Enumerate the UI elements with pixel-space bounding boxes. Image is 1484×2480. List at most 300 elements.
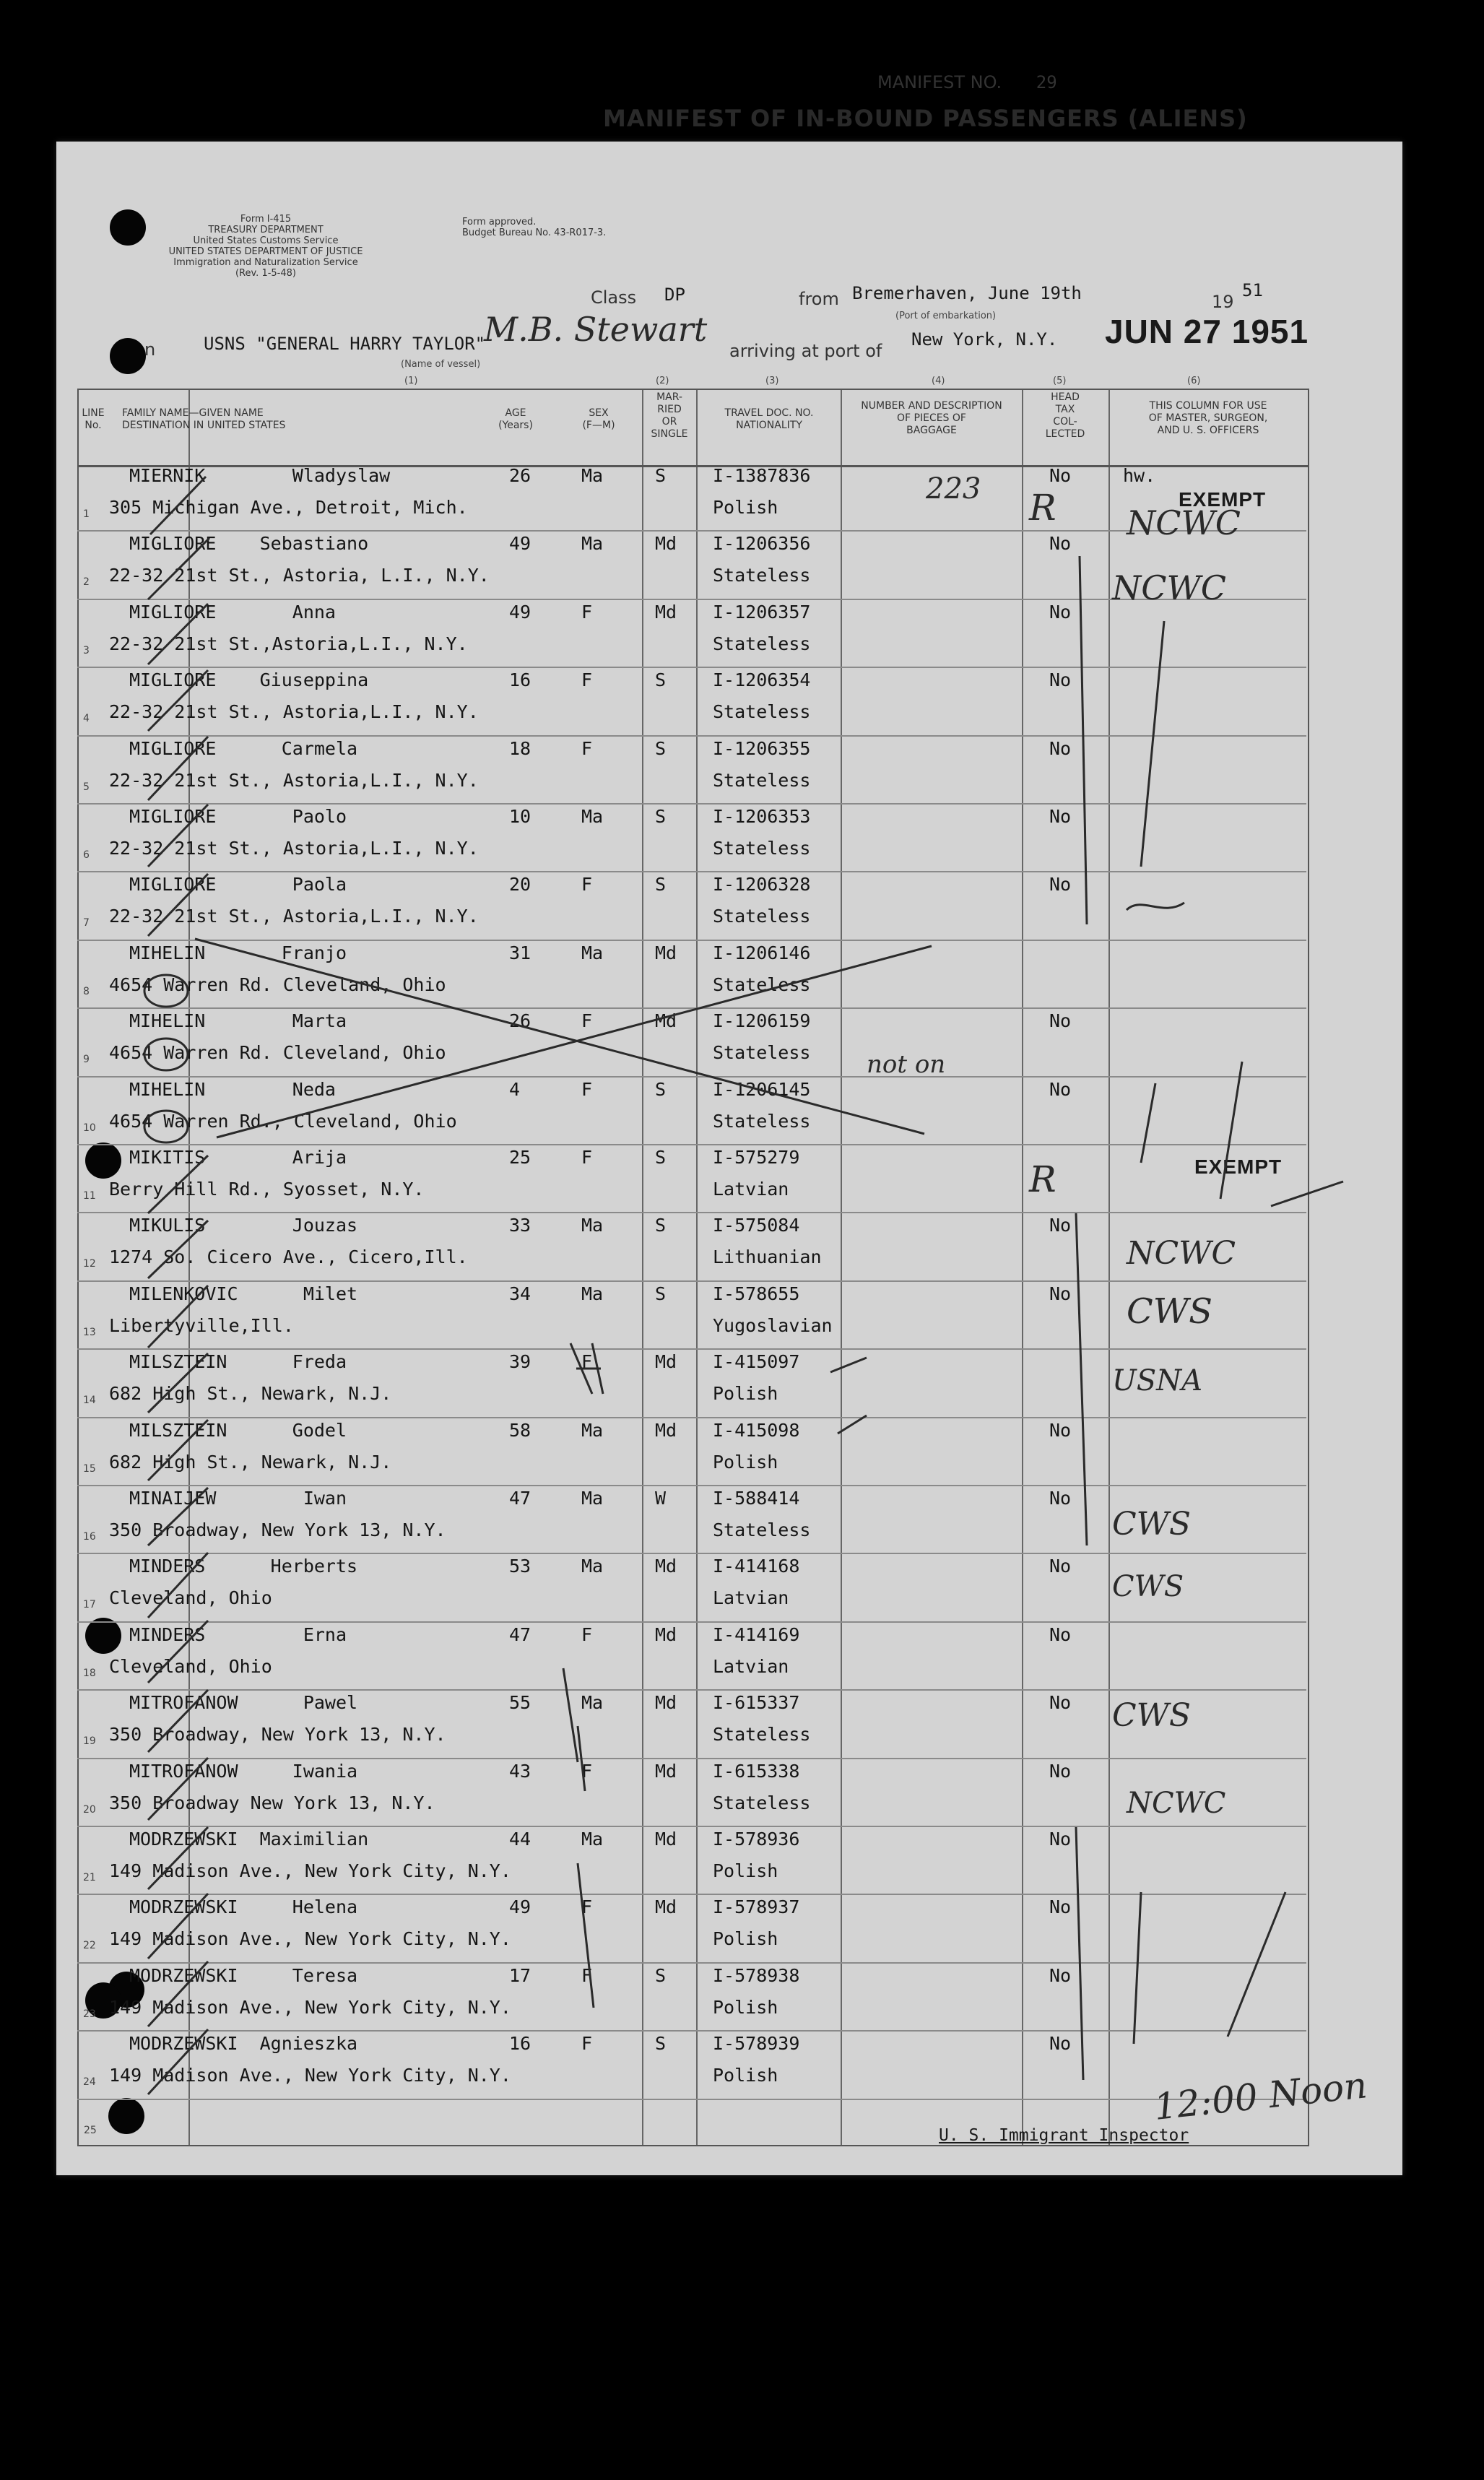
not-on-note: not on <box>867 1050 946 1079</box>
passenger-age: 16 <box>509 2033 531 2055</box>
nationality: Polish <box>713 497 778 518</box>
passenger-name: MIGLIORE Anna <box>129 601 336 623</box>
passenger-marital: Md <box>655 601 677 623</box>
passenger-age: 53 <box>509 1556 531 1577</box>
passenger-name: MODRZEWSKI Helena <box>129 1896 358 1918</box>
head-tax: No <box>1049 465 1072 486</box>
colnum-6: (6) <box>1187 376 1201 386</box>
passenger-name: MIERNIK Wladyslaw <box>129 465 391 486</box>
passenger-name: MINDERS Herberts <box>129 1556 358 1577</box>
head-tax: No <box>1049 1896 1072 1918</box>
destination-address: 350 Broadway, New York 13, N.Y. <box>109 1724 446 1746</box>
nationality: Latvian <box>713 1655 789 1677</box>
head-tax: No <box>1049 1283 1072 1304</box>
table-row <box>77 872 1306 940</box>
officer-note: hw. <box>1123 465 1156 486</box>
form-approval-block <box>462 217 650 238</box>
passenger-name: MIGLIORE Sebastiano <box>129 533 369 555</box>
table-row <box>77 1009 1306 1077</box>
passenger-sex: Ma <box>581 1419 604 1441</box>
nationality: Stateless <box>713 565 811 586</box>
table-row <box>77 1350 1306 1418</box>
col-sex: SEX (F—M) <box>582 407 615 431</box>
agency-treasury: TREASURY DEPARTMENT <box>208 225 324 235</box>
arrival-port: New York, N.Y. <box>911 329 1058 350</box>
passenger-age: 31 <box>509 942 531 963</box>
nationality: Stateless <box>713 701 811 723</box>
passenger-age: 33 <box>509 1215 531 1236</box>
passenger-age: 26 <box>509 465 531 486</box>
line-number: 8 <box>83 985 90 997</box>
travel-doc-no: I-615337 <box>713 1692 800 1714</box>
colnum-3: (3) <box>765 376 779 386</box>
head-tax: No <box>1049 874 1072 896</box>
table-row <box>77 1145 1306 1213</box>
passenger-age: 55 <box>509 1692 531 1714</box>
passenger-name: MIKULIS Jouzas <box>129 1215 358 1236</box>
destination-address: 350 Broadway, New York 13, N.Y. <box>109 1519 446 1540</box>
line-number: 23 <box>83 2008 96 2020</box>
line-number: 5 <box>83 781 90 793</box>
table-row <box>77 1486 1306 1554</box>
row-divider <box>77 2099 1306 2100</box>
travel-doc-no: I-414168 <box>713 1556 800 1577</box>
head-tax: No <box>1049 669 1072 691</box>
head-tax: No <box>1049 806 1072 827</box>
destination-address: 22-32 21st St., Astoria,L.I., N.Y. <box>109 838 479 859</box>
passenger-age: 58 <box>509 1419 531 1441</box>
passenger-sex: F <box>581 1623 593 1645</box>
passenger-sex: Ma <box>581 465 604 486</box>
travel-doc-no: I-578936 <box>713 1829 800 1850</box>
exempt-stamp: EXEMPT <box>1194 1156 1283 1178</box>
inspector-label: U. S. Immigrant Inspector <box>939 2126 1189 2145</box>
travel-doc-no: I-578937 <box>713 1896 800 1918</box>
time-note: 12:00 Noon <box>1152 2064 1369 2128</box>
passenger-marital: S <box>655 1215 667 1236</box>
passenger-name: MODRZEWSKI Agnieszka <box>129 2033 358 2055</box>
col-travel: TRAVEL DOC. NO. NATIONALITY <box>724 407 814 431</box>
travel-doc-no: I-578655 <box>713 1283 800 1304</box>
line-number: 6 <box>83 849 90 861</box>
passenger-marital: S <box>655 1964 667 1986</box>
passenger-sex: Ma <box>581 942 604 963</box>
line-number: 22 <box>83 1940 96 1952</box>
cws-note: CWS <box>1112 1506 1192 1543</box>
passenger-age: 16 <box>509 669 531 691</box>
nationality: Stateless <box>713 838 811 859</box>
passenger-age: 49 <box>509 1896 531 1918</box>
head-tax: No <box>1049 1623 1072 1645</box>
line-number: 10 <box>83 1122 96 1134</box>
year-value: 51 <box>1242 280 1263 300</box>
passenger-marital: Md <box>655 1351 677 1373</box>
line-number: 3 <box>83 644 90 656</box>
line-number: 17 <box>83 1599 96 1611</box>
passenger-age: 18 <box>509 737 531 759</box>
nationality: Lithuanian <box>713 1246 822 1268</box>
destination-address: 149 Madison Ave., New York City, N.Y. <box>109 2065 511 2086</box>
binder-hole <box>110 338 146 374</box>
ncwc-note: NCWC <box>1127 1787 1226 1820</box>
col-headtax: HEAD TAX COL- LECTED <box>1045 391 1085 440</box>
passenger-name: MODRZEWSKI Teresa <box>129 1964 358 1986</box>
r-mark: R <box>1029 1158 1056 1200</box>
passenger-marital: Md <box>655 1623 677 1645</box>
passenger-sex: F <box>581 1896 593 1918</box>
passenger-age: 44 <box>509 1829 531 1850</box>
passenger-name: MIKITIS Arija <box>129 1147 347 1168</box>
cws-note: CWS <box>1112 1697 1192 1734</box>
line-number: 19 <box>83 1735 96 1748</box>
travel-doc-no: I-1387836 <box>713 465 811 486</box>
agency-ins: Immigration and Naturalization Service <box>173 257 358 268</box>
destination-address: 4654 Warren Rd. Cleveland, Ohio <box>109 974 446 995</box>
head-tax: No <box>1049 737 1072 759</box>
passenger-sex: Ma <box>581 1829 604 1850</box>
col-age: AGE (Years) <box>498 407 533 431</box>
passenger-marital: Md <box>655 1829 677 1850</box>
nationality: Polish <box>713 1860 778 1881</box>
passenger-marital: Md <box>655 1896 677 1918</box>
passenger-sex: Ma <box>581 1692 604 1714</box>
passenger-marital: W <box>655 1488 667 1509</box>
embarkation-value: Bremerhaven, June 19th <box>852 283 1082 303</box>
from-label: from <box>799 289 839 309</box>
nationality: Latvian <box>713 1179 789 1200</box>
head-tax: No <box>1049 1488 1072 1509</box>
manifest-number-label: MANIFEST NO. <box>877 72 1002 92</box>
nationality: Latvian <box>713 1587 789 1609</box>
vessel-note: (Name of vessel) <box>401 359 481 370</box>
destination-address: 1274 So. Cicero Ave., Cicero,Ill. <box>109 1246 468 1268</box>
passenger-age: 49 <box>509 533 531 555</box>
passenger-marital: S <box>655 1283 667 1304</box>
page-title: MANIFEST OF IN-BOUND PASSENGERS (ALIENS) <box>603 105 1248 132</box>
nationality: Polish <box>713 2065 778 2086</box>
head-tax: No <box>1049 1692 1072 1714</box>
col-line: LINE No. <box>82 407 105 431</box>
manifest-number-value: 29 <box>1036 72 1057 92</box>
class-value: DP <box>664 285 685 305</box>
passenger-name: MILENKOVIC Milet <box>129 1283 358 1304</box>
travel-doc-no: I-1206146 <box>713 942 811 963</box>
passenger-age: 34 <box>509 1283 531 1304</box>
vessel-name: USNS "GENERAL HARRY TAYLOR" <box>204 334 486 354</box>
travel-doc-no: I-1206355 <box>713 737 811 759</box>
destination-address: 305 Michigan Ave., Detroit, Mich. <box>109 497 468 518</box>
passenger-sex: F <box>581 1964 593 1986</box>
passenger-name: MITROFANOW Iwania <box>129 1760 358 1782</box>
travel-doc-no: I-575279 <box>713 1147 800 1168</box>
passenger-sex: F <box>581 874 593 896</box>
passenger-name: MIHELIN Marta <box>129 1010 347 1032</box>
manifest-number <box>877 72 1057 92</box>
passenger-age: 20 <box>509 874 531 896</box>
destination-address: 4654 Warren Rd., Cleveland, Ohio <box>109 1110 457 1132</box>
passenger-sex: F <box>581 1147 593 1168</box>
line-number: 2 <box>83 576 90 589</box>
travel-doc-no: I-575084 <box>713 1215 800 1236</box>
passenger-age: 47 <box>509 1623 531 1645</box>
travel-doc-no: I-1206328 <box>713 874 811 896</box>
arrival-date-stamp: JUN 27 1951 <box>1105 313 1309 350</box>
form-number: Form I-415 <box>240 214 292 225</box>
line-number: 20 <box>83 1803 96 1816</box>
passenger-marital: S <box>655 737 667 759</box>
passenger-marital: S <box>655 806 667 827</box>
col-officers: THIS COLUMN FOR USE OF MASTER, SURGEON, AND U. S. OFFICERS <box>1148 400 1268 436</box>
nationality: Stateless <box>713 1792 811 1813</box>
passenger-sex: F <box>581 601 593 623</box>
year-prefix: 19 <box>1212 292 1234 312</box>
destination-address: 4654 Warren Rd. Cleveland, Ohio <box>109 1042 446 1064</box>
nationality: Stateless <box>713 1110 811 1132</box>
table-row <box>77 668 1306 736</box>
head-tax: No <box>1049 533 1072 555</box>
passenger-age: 10 <box>509 806 531 827</box>
passenger-sex: Ma <box>581 1488 604 1509</box>
travel-doc-no: I-588414 <box>713 1488 800 1509</box>
passenger-marital: Md <box>655 1010 677 1032</box>
passenger-marital: Md <box>655 533 677 555</box>
colnum-5: (5) <box>1053 376 1067 386</box>
passenger-age: 4 <box>509 1078 521 1100</box>
destination-address: 149 Madison Ave., New York City, N.Y. <box>109 1996 511 2018</box>
travel-doc-no: I-415097 <box>713 1351 800 1373</box>
table-row <box>77 1895 1306 1963</box>
colnum-4: (4) <box>932 376 945 386</box>
line-number: 1 <box>83 508 90 520</box>
table-row <box>77 1691 1306 1759</box>
form-approved: Form approved. <box>462 217 537 227</box>
passenger-sex: F <box>581 1010 593 1032</box>
table-row <box>77 1827 1306 1895</box>
line-number: 13 <box>83 1326 96 1338</box>
passenger-marital: Md <box>655 1556 677 1577</box>
passenger-name: MILSZTEIN Godel <box>129 1419 347 1441</box>
arriving-label: arriving at port of <box>729 341 882 361</box>
destination-address: Berry Hill Rd., Syosset, N.Y. <box>109 1179 425 1200</box>
passenger-marital: S <box>655 669 667 691</box>
passenger-name: MITROFANOW Pawel <box>129 1692 358 1714</box>
last-line-number: 25 <box>84 2125 97 2136</box>
nationality: Stateless <box>713 633 811 654</box>
table-row <box>77 532 1306 599</box>
destination-address: 22-32 21st St., Astoria,L.I., N.Y. <box>109 769 479 791</box>
ncwc-note: NCWC <box>1127 503 1241 542</box>
head-tax: No <box>1049 601 1072 623</box>
travel-doc-no: I-1206159 <box>713 1010 811 1032</box>
travel-doc-no: I-1206145 <box>713 1078 811 1100</box>
head-tax: No <box>1049 1010 1072 1032</box>
destination-address: 22-32 21st St., Astoria,L.I., N.Y. <box>109 701 479 723</box>
destination-address: 682 High St., Newark, N.J. <box>109 1451 392 1473</box>
destination-address: 149 Madison Ave., New York City, N.Y. <box>109 1860 511 1881</box>
table-row <box>77 2032 1306 2099</box>
passenger-sex: F <box>581 669 593 691</box>
line-number: 24 <box>83 2076 96 2089</box>
travel-doc-no: I-414169 <box>713 1623 800 1645</box>
nationality: Polish <box>713 1996 778 2018</box>
budget-bureau-no: Budget Bureau No. 43-R017-3. <box>462 227 607 238</box>
nationality: Stateless <box>713 1724 811 1746</box>
passenger-marital: S <box>655 874 667 896</box>
destination-address: 350 Broadway New York 13, N.Y. <box>109 1792 435 1813</box>
passenger-sex: F <box>581 737 593 759</box>
table-row <box>77 1418 1306 1486</box>
embarkation-note: (Port of embarkation) <box>895 311 997 321</box>
nationality: Yugoslavian <box>713 1314 833 1336</box>
ncwc-note: NCWC <box>1127 1235 1236 1272</box>
nationality: Stateless <box>713 1519 811 1540</box>
destination-address: 682 High St., Newark, N.J. <box>109 1383 392 1405</box>
line-number: 9 <box>83 1054 90 1066</box>
agency-customs: United States Customs Service <box>193 235 339 246</box>
destination-address: 22-32 21st St., Astoria, L.I., N.Y. <box>109 565 490 586</box>
passenger-sex: F <box>581 1760 593 1782</box>
form-revision: (Rev. 1-5-48) <box>235 268 296 279</box>
passenger-sex: F <box>581 1351 593 1373</box>
bag-count-ink: 223 <box>926 472 981 506</box>
passenger-age: 25 <box>509 1147 531 1168</box>
passenger-sex: F <box>581 2033 593 2055</box>
passenger-age: 43 <box>509 1760 531 1782</box>
line-number: 15 <box>83 1462 96 1475</box>
table-row <box>77 1282 1306 1350</box>
passenger-name: MINDERS Erna <box>129 1623 347 1645</box>
form-agency-block <box>129 214 403 279</box>
table-row <box>77 1623 1306 1691</box>
travel-doc-no: I-578938 <box>713 1964 800 1986</box>
colnum-2: (2) <box>656 376 669 386</box>
nationality: Polish <box>713 1383 778 1405</box>
passenger-name: MIGLIORE Giuseppina <box>129 669 369 691</box>
passenger-marital: Md <box>655 942 677 963</box>
table-row <box>77 737 1306 805</box>
travel-doc-no: I-1206353 <box>713 806 811 827</box>
passenger-name: MIHELIN Franjo <box>129 942 347 963</box>
col-name: FAMILY NAME—GIVEN NAME DESTINATION IN UNITED STATES <box>122 407 286 431</box>
passenger-marital: S <box>655 1147 667 1168</box>
passenger-sex: Ma <box>581 806 604 827</box>
r-mark: R <box>1029 487 1056 529</box>
passenger-age: 17 <box>509 1964 531 1986</box>
exempt-stamp: EXEMPT <box>1179 488 1267 511</box>
passenger-age: 47 <box>509 1488 531 1509</box>
table-row <box>77 1213 1306 1281</box>
line-number: 4 <box>83 713 90 725</box>
agency-justice: UNITED STATES DEPARTMENT OF JUSTICE <box>168 246 363 257</box>
travel-doc-no: I-1206356 <box>713 533 811 555</box>
table-row <box>77 1759 1306 1827</box>
nationality: Stateless <box>713 1042 811 1064</box>
passenger-sex: Ma <box>581 1215 604 1236</box>
passenger-sex: Ma <box>581 1283 604 1304</box>
col-married: MAR- RIED OR SINGLE <box>651 391 688 440</box>
head-tax: No <box>1049 2033 1072 2055</box>
head-tax: No <box>1049 1419 1072 1441</box>
passenger-name: MILSZTEIN Freda <box>129 1351 347 1373</box>
passenger-age: 26 <box>509 1010 531 1032</box>
head-tax: No <box>1049 1556 1072 1577</box>
passenger-name: MIHELIN Neda <box>129 1078 336 1100</box>
passenger-name: MINAIJEW Iwan <box>129 1488 347 1509</box>
passenger-marital: Md <box>655 1692 677 1714</box>
line-number: 14 <box>83 1395 96 1407</box>
passenger-marital: S <box>655 1078 667 1100</box>
passenger-marital: Md <box>655 1760 677 1782</box>
passenger-sex: Ma <box>581 1556 604 1577</box>
table-row <box>77 1964 1306 2032</box>
passenger-marital: S <box>655 2033 667 2055</box>
table-row <box>77 600 1306 668</box>
class-label: Class <box>591 287 637 308</box>
passenger-name: MIGLIORE Carmela <box>129 737 358 759</box>
nationality: Stateless <box>713 906 811 927</box>
line-number: 21 <box>83 1872 96 1883</box>
line-number: 11 <box>83 1190 96 1202</box>
destination-address: Cleveland, Ohio <box>109 1587 272 1609</box>
line-number: 18 <box>83 1667 96 1679</box>
head-tax: No <box>1049 1829 1072 1850</box>
usna-note: USNA <box>1112 1364 1202 1397</box>
table-row <box>77 805 1306 872</box>
passenger-name: MIGLIORE Paolo <box>129 806 347 827</box>
destination-address: Libertyville,Ill. <box>109 1314 294 1336</box>
table-row <box>77 464 1306 532</box>
passenger-age: 39 <box>509 1351 531 1373</box>
nationality: Stateless <box>713 974 811 995</box>
passenger-sex: F <box>581 1078 593 1100</box>
line-number: 16 <box>83 1531 96 1543</box>
head-tax: No <box>1049 1215 1072 1236</box>
table-row <box>77 1078 1306 1145</box>
travel-doc-no: I-415098 <box>713 1419 800 1441</box>
line-number: 12 <box>83 1258 96 1270</box>
travel-doc-no: I-615338 <box>713 1760 800 1782</box>
destination-address: 22-32 21st St.,Astoria,L.I., N.Y. <box>109 633 468 654</box>
vessel-prefix: n <box>144 339 156 360</box>
passenger-marital: Md <box>655 1419 677 1441</box>
cws-note: CWS <box>1112 1570 1184 1603</box>
head-tax: No <box>1049 1964 1072 1986</box>
ncwc-note: NCWC <box>1112 568 1226 607</box>
destination-address: Cleveland, Ohio <box>109 1655 272 1677</box>
passenger-name: MODRZEWSKI Maximilian <box>129 1829 369 1850</box>
passenger-name: MIGLIORE Paola <box>129 874 347 896</box>
table-row <box>77 1554 1306 1622</box>
colnum-1: (1) <box>404 376 418 386</box>
col-baggage: NUMBER AND DESCRIPTION OF PIECES OF BAGGAGE <box>861 400 1002 436</box>
passenger-sex: Ma <box>581 533 604 555</box>
nationality: Polish <box>713 1928 778 1950</box>
line-number: 7 <box>83 917 90 929</box>
travel-doc-no: I-1206354 <box>713 669 811 691</box>
cws-note: CWS <box>1127 1291 1212 1332</box>
head-tax: No <box>1049 1078 1072 1100</box>
signature: M.B. Stewart <box>484 310 708 349</box>
nationality: Stateless <box>713 769 811 791</box>
head-tax: No <box>1049 1760 1072 1782</box>
table-row <box>77 941 1306 1009</box>
nationality: Polish <box>713 1451 778 1473</box>
destination-address: 149 Madison Ave., New York City, N.Y. <box>109 1928 511 1950</box>
travel-doc-no: I-578939 <box>713 2033 800 2055</box>
passenger-age: 49 <box>509 601 531 623</box>
passenger-marital: S <box>655 465 667 486</box>
travel-doc-no: I-1206357 <box>713 601 811 623</box>
